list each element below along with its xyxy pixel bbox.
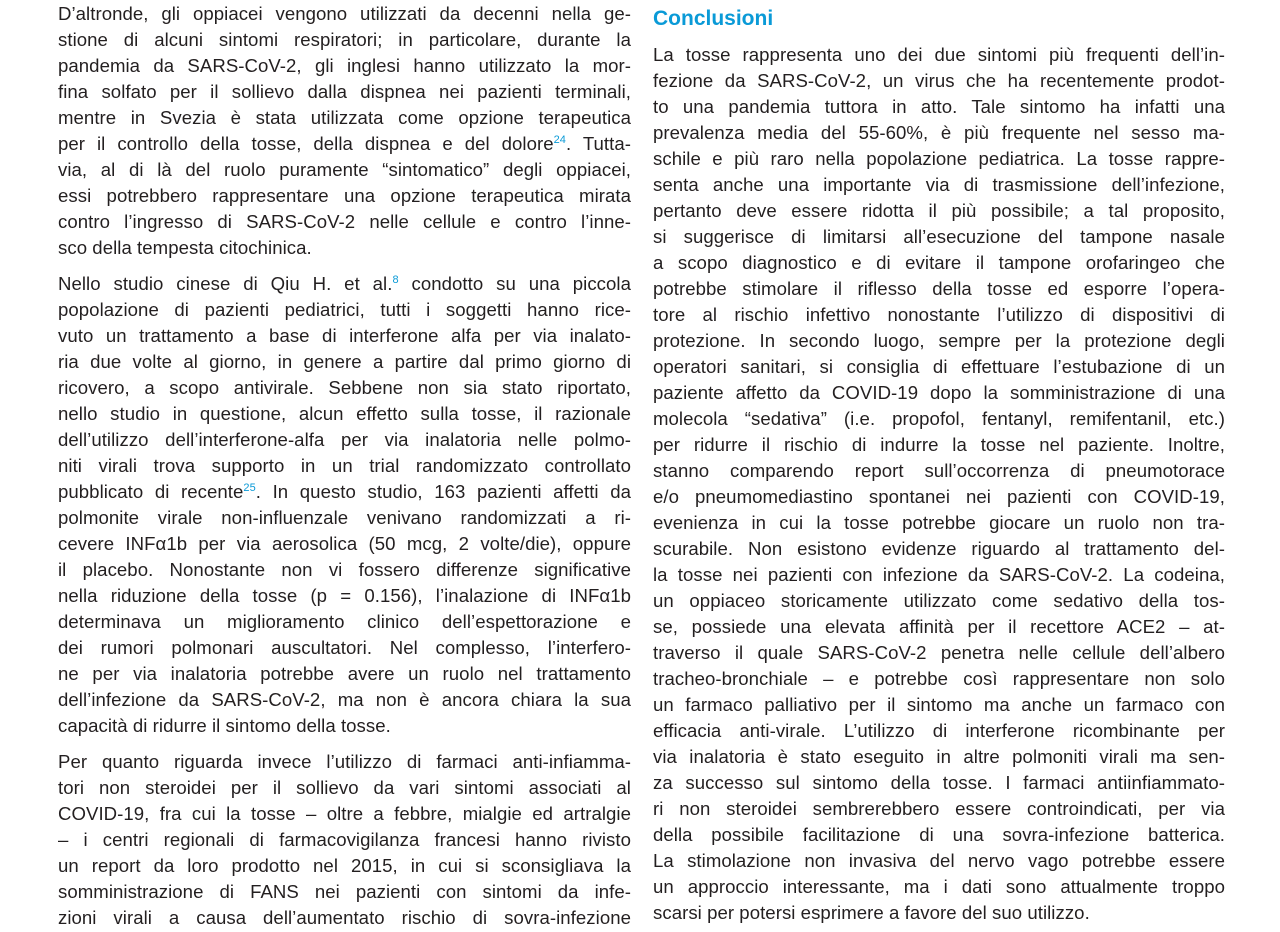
text-line: scurabile. Non esistono evidenze riguardo al trattamento del- — [653, 538, 1225, 559]
text-line: via, al di là del ruolo puramente “sintomatico” degli oppiacei, — [58, 159, 631, 180]
text-line: evenienza in cui la tosse potrebbe giocare un ruolo non tra- — [653, 512, 1225, 533]
left-column-body — [58, 1, 631, 931]
text-line: protezione. In secondo luogo, sempre per la protezione degli — [653, 330, 1225, 351]
text-line: ne per via inalatoria potrebbe avere un ruolo nel trattamento — [58, 663, 631, 684]
text-line: vuto un trattamento a base di interferone alfa per via inalato- — [58, 325, 631, 346]
text-line: tori non steroidei per il sollievo da vari sintomi associati al — [58, 777, 631, 798]
text-line: un oppiaceo storicamente utilizzato come sedativo della tos- — [653, 590, 1225, 611]
text-line: dell’infezione da SARS-CoV-2, ma non è ancora chiara la sua — [58, 689, 631, 710]
text-line: capacità di ridurre il sintomo della tosse. — [58, 715, 391, 736]
text-line: se, possiede una elevata affinità per il recettore ACE2 – at- — [653, 616, 1225, 637]
conclusions-body — [653, 42, 1225, 926]
text-line — [58, 131, 631, 157]
text-line: La tosse rappresenta uno dei due sintomi più frequenti dell’in- — [653, 44, 1225, 65]
text-line: a scopo diagnostico e di evitare il tampone orofaringeo che — [653, 252, 1225, 273]
text-line: la tosse nei pazienti con infezione da SARS-CoV-2. La codeina, — [653, 564, 1225, 585]
paragraph — [58, 749, 631, 931]
text-segment: per il controllo della tosse, della dispnea e del dolore — [58, 133, 554, 154]
text-line: paziente affetto da COVID-19 dopo la somministrazione di una — [653, 382, 1225, 403]
text-line: polmonite virale non-influenzale venivano randomizzati a ri- — [58, 507, 631, 528]
text-line: dell’utilizzo dell’interferone-alfa per via inalatoria nelle polmo- — [58, 429, 631, 450]
text-line: za successo sul sintomo della tosse. I farmaci antiinfiammato- — [653, 772, 1225, 793]
text-segment: Nello studio cinese di Qiu H. et al. — [58, 273, 393, 294]
citation-ref[interactable]: 25 — [243, 482, 256, 494]
text-line: schile e più raro nella popolazione pediatrica. La tosse rappre- — [653, 148, 1225, 169]
text-line: La stimolazione non invasiva del nervo vago potrebbe essere — [653, 850, 1225, 871]
text-line: dei rumori polmonari auscultatori. Nel complesso, l’interfero- — [58, 637, 631, 658]
text-line: determinava un miglioramento clinico dell’espettorazione e — [58, 611, 631, 632]
text-line: essi potrebbero rappresentare una opzione terapeutica mirata — [58, 185, 631, 206]
text-line: prevalenza media del 55-60%, è più frequente nel sesso ma- — [653, 122, 1225, 143]
text-line: e/o pneumomediastino spontanei nei pazienti con COVID-19, — [653, 486, 1225, 507]
text-line: somministrazione di FANS nei pazienti con sintomi da infe- — [58, 881, 631, 902]
text-line: traverso il quale SARS-CoV-2 penetra nelle cellule dell’albero — [653, 642, 1225, 663]
text-line: un approccio interessante, ma i dati sono attualmente troppo — [653, 876, 1225, 897]
text-line: della possibile facilitazione di una sovra-infezione batterica. — [653, 824, 1225, 845]
text-line: to una pandemia tuttora in atto. Tale sintomo ha infatti una — [653, 96, 1225, 117]
text-segment: . In questo studio, 163 pazienti affetti da — [255, 481, 631, 502]
text-line — [58, 479, 631, 505]
text-line: D’altronde, gli oppiacei vengono utilizzati da decenni nella ge- — [58, 3, 631, 24]
text-line: efficacia anti-virale. L’utilizzo di interferone ricombinante per — [653, 720, 1225, 741]
text-line: potrebbe stimolare il riflesso della tosse ed esporre l’opera- — [653, 278, 1225, 299]
text-line: cevere INFα1b per via aerosolica (50 mcg, 2 volte/die), oppure — [58, 533, 631, 554]
text-line: popolazione di pazienti pediatrici, tutti i soggetti hanno rice- — [58, 299, 631, 320]
text-line: ricovero, a scopo antivirale. Sebbene non sia stato riportato, — [58, 377, 631, 398]
text-line: scarsi per potersi esprimere a favore del suo utilizzo. — [653, 902, 1090, 923]
text-line: niti virali trova supporto in un trial randomizzato controllato — [58, 455, 631, 476]
text-line: stanno comparendo report sull’occorrenza di pneumotorace — [653, 460, 1225, 481]
text-line: ri non steroidei sembrerebbero essere controindicati, per via — [653, 798, 1225, 819]
text-line: tore al rischio infettivo nonostante l’utilizzo di dispositivi di — [653, 304, 1225, 325]
text-line: ria due volte al giorno, in genere a partire dal primo giorno di — [58, 351, 631, 372]
text-line: per ridurre il rischio di indurre la tosse nel paziente. Inoltre, — [653, 434, 1225, 455]
text-line — [58, 271, 631, 297]
section-heading-conclusioni: Conclusioni — [653, 7, 774, 30]
text-line: contro l’ingresso di SARS-CoV-2 nelle cellule e contro l’inne- — [58, 211, 631, 232]
text-line: il placebo. Nonostante non vi fossero differenze significative — [58, 559, 631, 580]
text-line: si suggerisce di limitarsi all’esecuzione del tampone nasale — [653, 226, 1225, 247]
text-line: tracheo-bronchiale – e potrebbe così rappresentare non solo — [653, 668, 1225, 689]
text-line: zioni virali a causa dell’aumentato rischio di sovra-infezione — [58, 907, 631, 928]
text-line: sco della tempesta citochinica. — [58, 237, 312, 258]
text-line: un report da loro prodotto nel 2015, in cui si sconsigliava la — [58, 855, 631, 876]
text-line: molecola “sedativa” (i.e. propofol, fentanyl, remifentanil, etc.) — [653, 408, 1225, 429]
text-line: Per quanto riguarda invece l’utilizzo di farmaci anti-infiamma- — [58, 751, 631, 772]
text-line: nella riduzione della tosse (p = 0.156), l’inalazione di INFα1b — [58, 585, 631, 606]
text-line: operatori sanitari, si consiglia di effettuare l’estubazione di un — [653, 356, 1225, 377]
paragraph — [58, 1, 631, 261]
citation-ref[interactable]: 24 — [553, 134, 566, 146]
text-line: – i centri regionali di farmacovigilanza francesi hanno rivisto — [58, 829, 631, 850]
text-line: fina solfato per il sollievo dalla dispnea nei pazienti terminali, — [58, 81, 631, 102]
text-line: mentre in Svezia è stata utilizzata come opzione terapeutica — [58, 107, 631, 128]
text-line: senta anche una importante via di trasmissione dell’infezione, — [653, 174, 1225, 195]
text-line: un farmaco palliativo per il sintomo ma anche un farmaco con — [653, 694, 1225, 715]
text-segment: . Tutta- — [565, 133, 631, 154]
text-line: stione di alcuni sintomi respiratori; in particolare, durante la — [58, 29, 631, 50]
text-line: via inalatoria è stato eseguito in altre polmoniti virali ma sen- — [653, 746, 1225, 767]
text-line: nello studio in questione, alcun effetto sulla tosse, il razionale — [58, 403, 631, 424]
text-line: fezione da SARS-CoV-2, un virus che ha recentemente prodot- — [653, 70, 1225, 91]
text-segment: pubblicato di recente — [58, 481, 244, 502]
paragraph — [58, 271, 631, 739]
text-line: COVID-19, fra cui la tosse – oltre a febbre, mialgie ed artralgie — [58, 803, 631, 824]
paragraph-gap — [58, 739, 631, 749]
paragraph-gap — [58, 261, 631, 271]
citation-ref[interactable]: 8 — [392, 274, 399, 286]
text-line: pandemia da SARS-CoV-2, gli inglesi hanno utilizzato la mor- — [58, 55, 631, 76]
text-segment: condotto su una piccola — [398, 273, 631, 294]
text-line: pertanto deve essere ridotta il più possibile; a tal proposito, — [653, 200, 1225, 221]
